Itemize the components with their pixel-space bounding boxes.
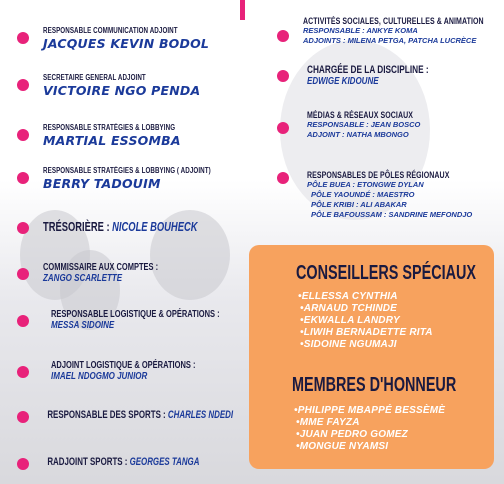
bullet-dot <box>17 315 29 327</box>
member-item <box>277 64 469 87</box>
member-role: ADJOINT LOGISTIQUE & OPÉRATIONS : <box>51 360 196 371</box>
member-item <box>17 309 276 331</box>
member-name: BERRY TADOUIM <box>43 176 161 191</box>
bullet-dot <box>17 172 29 184</box>
member-role: RESPONSABLE STRATÉGIES & LOBBYING ( ADJOINT) <box>43 166 211 175</box>
member-role: ACTIVITÉS SOCIALES, CULTURELLES & ANIMATION <box>303 16 484 26</box>
member-line: ADJOINTS : MILENA PETGA, PATCHA LUCRÈCE <box>303 36 477 45</box>
member-line: PÔLE YAOUNDÉ : MAESTRO <box>311 190 415 199</box>
member-name: IMAEL NDOGMO JUNIOR <box>51 371 148 382</box>
member-role: CHARGÉE DE LA DISCIPLINE : <box>307 64 429 76</box>
member-name: MARTIAL ESSOMBA <box>43 133 181 148</box>
bullet-dot <box>17 268 29 280</box>
member-role: RESPONSABLE DES SPORTS : <box>47 409 168 421</box>
member-item <box>17 456 260 470</box>
member-name: JACQUES KEVIN BODOL <box>43 36 210 51</box>
member-name: ZANGO SCARLETTE <box>43 273 123 284</box>
bullet-dot <box>277 70 289 82</box>
bullet-dot <box>17 458 29 470</box>
member-item <box>17 166 258 191</box>
divider-bar <box>240 0 245 20</box>
list-item: •ELLESSA CYNTHIA <box>298 291 398 302</box>
list-item: •MONGUE NYAMSI <box>296 441 389 452</box>
member-name: MESSA SIDOINE <box>51 320 115 331</box>
list-item: •SIDOINE NGUMAJI <box>300 339 397 350</box>
conseillers-title: CONSEILLERS SPÉCIAUX <box>296 262 477 284</box>
member-line: RESPONSABLE : ANKYE KOMA <box>303 26 418 35</box>
member-item <box>17 26 216 51</box>
member-item <box>277 170 490 220</box>
bullet-dot <box>17 366 29 378</box>
list-item: •EKWALLA LANDRY <box>300 315 400 326</box>
member-item <box>277 16 504 46</box>
member-item <box>17 219 258 234</box>
member-role: RESPONSABLE COMMUNICATION ADJOINT <box>43 26 178 35</box>
bullet-dot <box>277 122 289 134</box>
member-item <box>17 123 212 148</box>
conseillers-list <box>298 291 433 351</box>
bullet-dot <box>277 172 289 184</box>
list-item: •JUAN PEDRO GOMEZ <box>296 429 408 440</box>
member-name: CHARLES NDEDI <box>167 409 234 421</box>
member-role: MÉDIAS & RÉSEAUX SOCIAUX <box>307 110 414 120</box>
list-item: •LIWIH BERNADETTE RITA <box>300 327 433 338</box>
member-role: RESPONSABLES DE PÔLES RÉGIONAUX <box>307 170 450 180</box>
bullet-dot <box>17 32 29 44</box>
bullet-dot <box>17 79 29 91</box>
bullet-dot <box>17 411 29 423</box>
member-role: SECRETAIRE GENERAL ADJOINT <box>43 73 146 82</box>
membres-list <box>294 405 445 453</box>
member-line: PÔLE BAFOUSSAM : SANDRINE MEFONDJO <box>311 210 473 219</box>
member-role: COMMISSAIRE AUX COMPTES : <box>43 262 159 273</box>
membres-title: MEMBRES D'HONNEUR <box>292 374 457 396</box>
bullet-dot <box>17 129 29 141</box>
list-item: •MME FAYZA <box>296 417 360 428</box>
member-name: GEORGES TANGA <box>129 456 200 468</box>
member-role: RESPONSABLE LOGISTIQUE & OPÉRATIONS : <box>51 309 220 320</box>
member-role: RESPONSABLE STRATÉGIES & LOBBYING <box>43 123 176 132</box>
member-item <box>17 262 197 284</box>
bullet-dot <box>17 222 29 234</box>
list-item: •PHILIPPE MBAPPÉ BESSÈMÈ <box>294 405 446 416</box>
member-item <box>17 73 200 98</box>
member-name: VICTOIRE NGO PENDA <box>43 83 201 98</box>
member-line: ADJOINT : NATHA MBONGO <box>307 130 409 139</box>
member-name: EDWIGE KIDOUNE <box>307 76 379 87</box>
member-role: RADJOINT SPORTS : <box>47 456 130 468</box>
member-item <box>277 110 443 140</box>
member-role: TRÉSORIÈRE : <box>43 219 113 234</box>
member-name: NICOLE BOUHECK <box>112 219 198 234</box>
member-line: PÔLE BUEA : ETONGWE DYLAN <box>307 180 424 189</box>
list-item: •ARNAUD TCHINDE <box>300 303 398 314</box>
bullet-dot <box>277 30 289 42</box>
member-item <box>17 360 244 382</box>
member-line: PÔLE KRIBI : ALI ABAKAR <box>311 200 407 209</box>
member-line: RESPONSABLE : JEAN BOSCO <box>307 120 421 129</box>
